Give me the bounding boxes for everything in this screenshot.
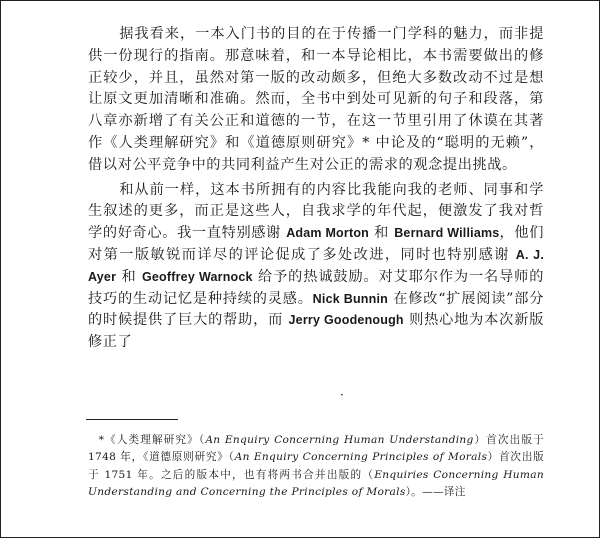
person-name: Nick Bunnin (312, 291, 388, 306)
stray-mark: · (340, 388, 344, 402)
footnote (88, 432, 544, 502)
footnote-divider (86, 419, 178, 420)
paragraph-2-text: 在修改“扩展阅读”部分的时候提供了巨大的帮助，而 (88, 290, 544, 329)
footnote-english-title: An Enquiry Concerning Principles of Morals (234, 451, 488, 464)
paragraph-2-text: 和 (369, 225, 395, 242)
footnote-marker: * (98, 434, 105, 446)
paragraph-2-text: 和 (116, 268, 142, 285)
paragraph-2-text: 则热心地为本次新版修正了 (88, 312, 544, 351)
paragraph-1: 据我看来，一本入门书的目的在于传播一门学科的魅力，而非提供一份现行的指南。那意味着，和一本导论相比，本书需要做出的修正较少，并且，虽然对第一版的改动颇多，但绝大多数改动不过是想让原文更加清晰和准确。然而，全书中到处可见新的句子和段落，第八章亦新增了有关公正和道德的一节，在这一节里引用了休谟在其著作《人类理解研究》和《道德原则研究》* 中论及的“聪明的无赖”，借以对公平竞争中的共同利益产生对公正的需求的观念提出挑战。 (88, 26, 544, 173)
person-name: A. J. Ayer (88, 247, 544, 284)
footnote-segment: ）首次出版于 1751 年。之后的版本中，也有将两书合并出版的（ (88, 451, 544, 481)
paragraph-2-text: 和从前一样，这本书所拥有的内容比我能向我的老师、同事和学生叙述的更多，而正是这些人，自我求学的年代起，便激发了我对哲学的好奇心。我一直特别感谢 (88, 181, 544, 242)
paragraph-2-text: ，他们对第一版敏锐而详尽的评论促成了多处改进，同时也特别感谢 (88, 225, 544, 263)
person-name: Bernard Williams (394, 226, 500, 241)
page-border-left (0, 0, 1, 538)
person-name: Jerry Goodenough (288, 313, 404, 328)
footnote-segment: ）首次出版于 1748 年，《道德原则研究》（ (88, 434, 544, 464)
paragraph-2-text: 给予的热诚鼓励。对艾耶尔作为一名导师的技巧的生动记忆是种持续的灵感。 (88, 268, 544, 307)
footnote-english-title: Enquiries Concerning Human Understanding and Concerning the Principles of Morals (88, 468, 545, 499)
footnote-text (88, 432, 544, 502)
footnote-segment: 《人类理解研究》（ (104, 434, 206, 446)
page-border-top (0, 0, 600, 1)
footnote-segment: ）。——译注 (405, 486, 466, 499)
person-name: Adam Morton (286, 226, 369, 241)
paragraph-2 (88, 180, 544, 354)
body-text (88, 24, 544, 354)
person-name: Geoffrey Warnock (141, 269, 253, 284)
footnote-english-title: An Enquiry Concerning Human Understanding (205, 434, 474, 446)
